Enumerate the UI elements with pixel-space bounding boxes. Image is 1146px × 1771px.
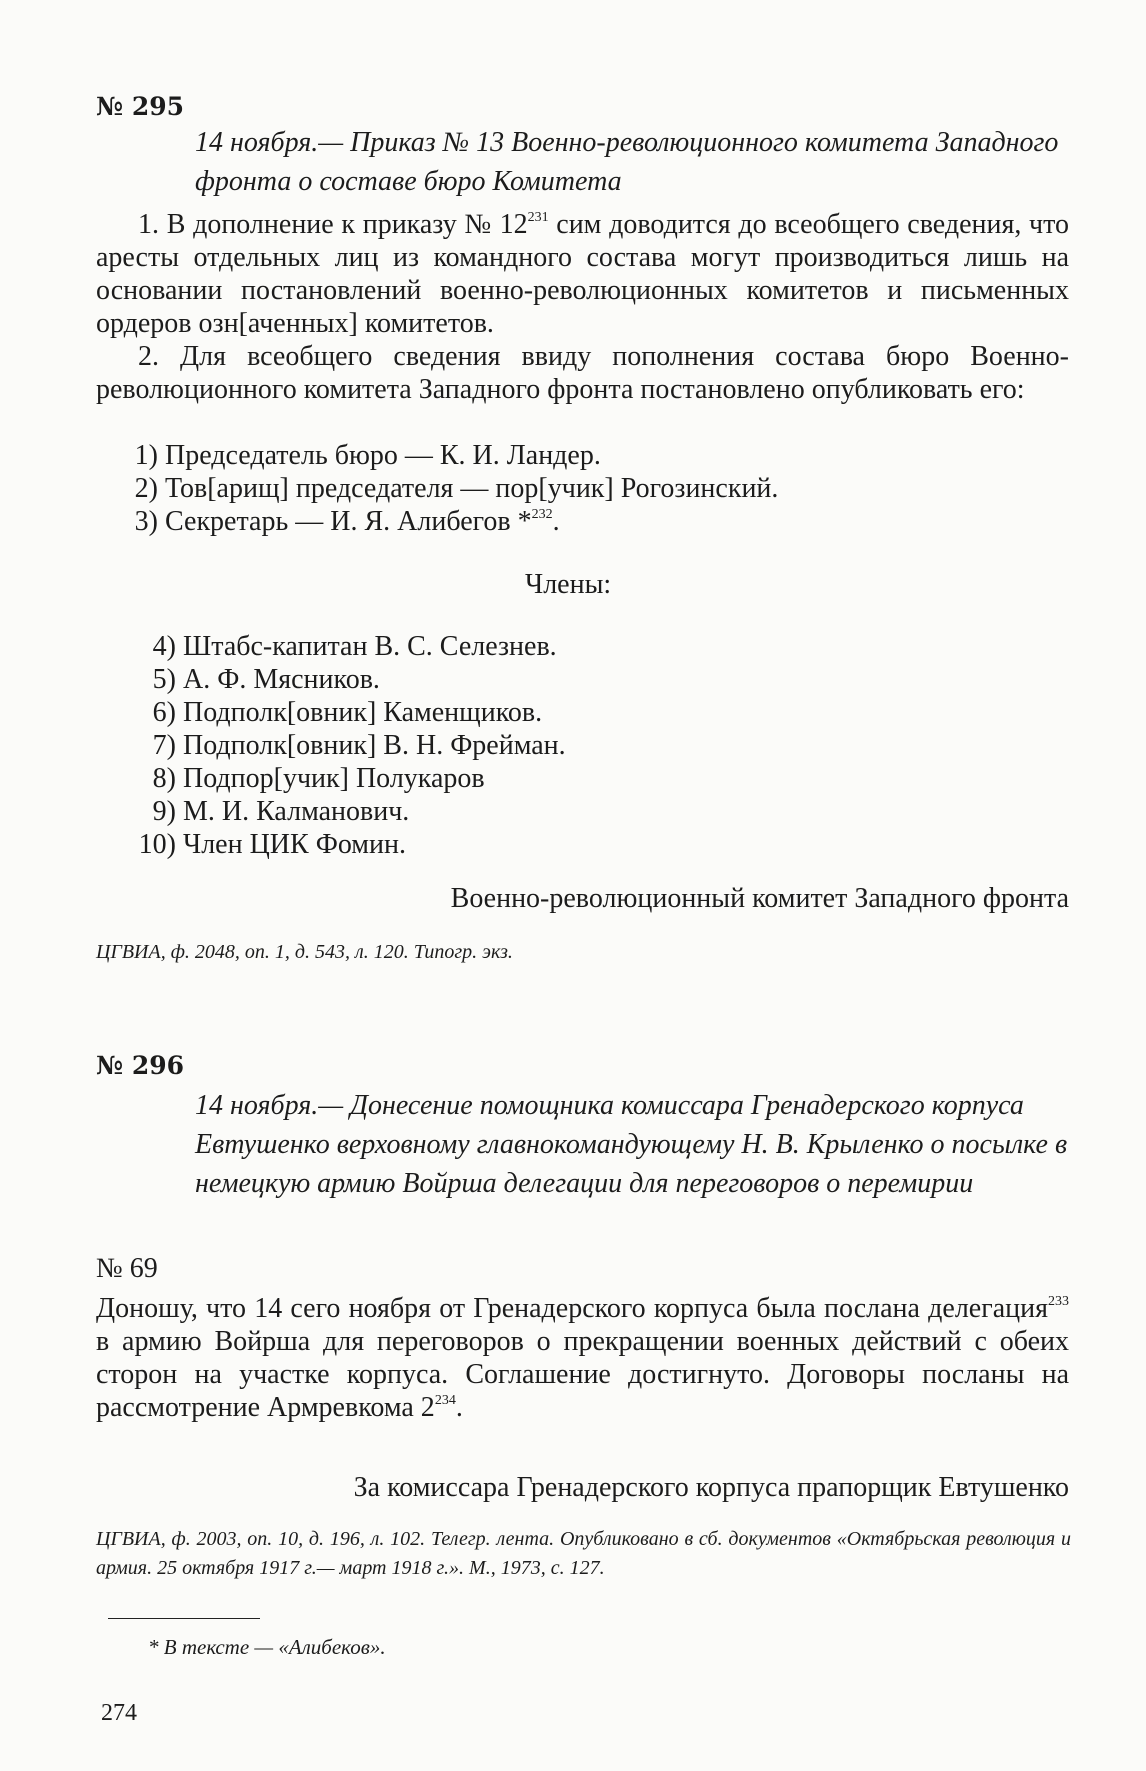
- item-number: 9): [152, 796, 176, 827]
- footnote-ref: 234: [434, 1393, 456, 1408]
- paragraph-text: Доношу, что 14 сего ноября от Гренадерского корпуса была послана делегация: [96, 1293, 1048, 1324]
- item-text: Секретарь — И. Я. Алибегов *: [165, 506, 532, 537]
- footnote: * В тексте — «Алибеков».: [148, 1635, 386, 1659]
- doc-296-signature: За комиссара Гренадерского корпуса прапорщик Евтушенко: [353, 1472, 1069, 1503]
- message-number: № 69: [96, 1253, 158, 1284]
- paragraph-text: .: [455, 1392, 463, 1423]
- member-item: [132, 828, 406, 861]
- doc-295-body: [96, 208, 1069, 406]
- doc-295-number: № 295: [96, 92, 185, 121]
- footnote-ref: 232: [531, 507, 553, 522]
- item-number: 7): [152, 730, 176, 761]
- item-number: 1): [134, 440, 158, 471]
- member-item: [132, 630, 557, 663]
- paragraph-text: 1. В дополнение к приказу № 12: [138, 209, 528, 240]
- item-number: 5): [152, 664, 176, 695]
- member-item: [132, 663, 380, 696]
- item-number: 6): [152, 697, 176, 728]
- member-item: [132, 696, 542, 729]
- item-number: 10): [138, 829, 176, 860]
- item-number: 8): [152, 763, 176, 794]
- item-text: А. Ф. Мясников.: [183, 664, 380, 695]
- members-heading: Члены:: [525, 569, 612, 600]
- doc-295-paragraph-2: 2. Для всеобщего сведения ввиду пополнения состава бюро Военно-революционного комитета Западного фронта постановлено опубликовать его:: [96, 341, 1069, 405]
- item-text: .: [552, 506, 560, 537]
- item-number: 4): [152, 631, 176, 662]
- member-item: [132, 762, 485, 795]
- officer-item: [128, 505, 560, 538]
- item-text: М. И. Калманович.: [183, 796, 410, 827]
- footnote-ref: 233: [1048, 1294, 1069, 1309]
- item-text: Председатель бюро — К. И. Ландер.: [165, 440, 601, 471]
- doc-296-number: № 296: [96, 1051, 185, 1080]
- doc-295-signature: Военно-революционный комитет Западного фронта: [450, 883, 1069, 914]
- footnote-divider: [108, 1618, 260, 1619]
- item-text: Член ЦИК Фомин.: [183, 829, 406, 860]
- item-text: Подпор[учик] Полукаров: [183, 763, 485, 794]
- doc-296-source: ЦГВИА, ф. 2003, оп. 10, д. 196, л. 102. Телегр. лента. Опубликовано в сб. документов «Октябрьская революция и армия. 25 октября 1917 г.— март 1918 г.». М., 1973, с. 127.: [96, 1528, 1071, 1579]
- item-text: Подполк[овник] Каменщиков.: [183, 697, 543, 728]
- doc-296-body: [96, 1292, 1069, 1424]
- item-text: Подполк[овник] В. Н. Фрейман.: [183, 730, 566, 761]
- officer-item: [128, 472, 778, 505]
- member-item: [132, 795, 409, 828]
- item-text: Тов[арищ] председателя — пор[учик] Рогозинский.: [165, 473, 779, 504]
- member-item: [132, 729, 566, 762]
- doc-296-paragraph: [96, 1292, 1069, 1424]
- doc-295-title: 14 ноября.— Приказ № 13 Военно-революционного комитета Западного фронта о составе бюро Комитета: [195, 127, 1059, 197]
- item-text: Штабс-капитан В. С. Селезнев.: [183, 631, 557, 662]
- page-number: 274: [101, 1700, 137, 1726]
- doc-295-paragraph-1: [96, 208, 1069, 340]
- paragraph-text: в армию Войрша для переговоров о прекращении военных действий с обеих сторон на участке корпуса. Соглашение достигнуто. Договоры посланы на рассмотрение Армревкома 2: [96, 1326, 1069, 1423]
- item-number: 2): [134, 473, 158, 504]
- paragraph-text: сим доводится до всеобщего сведения, что аресты отдельных лиц из командного состава могут производиться лишь на основании постановлений военно-революционных комитетов и письменных ордеров озн[аченных] комитетов.: [96, 209, 1070, 339]
- officer-item: [128, 439, 601, 472]
- doc-296-title: 14 ноября.— Донесение помощника комиссара Гренадерского корпуса Евтушенко верховному главнокомандующему Н. В. Крыленко о посылке в немецкую армию Войрша делегации для переговоров о перемирии: [195, 1090, 1068, 1199]
- doc-295-source: ЦГВИА, ф. 2048, оп. 1, д. 543, л. 120. Типогр. экз.: [96, 941, 513, 963]
- item-number: 3): [134, 506, 158, 537]
- footnote-ref: 231: [527, 210, 549, 225]
